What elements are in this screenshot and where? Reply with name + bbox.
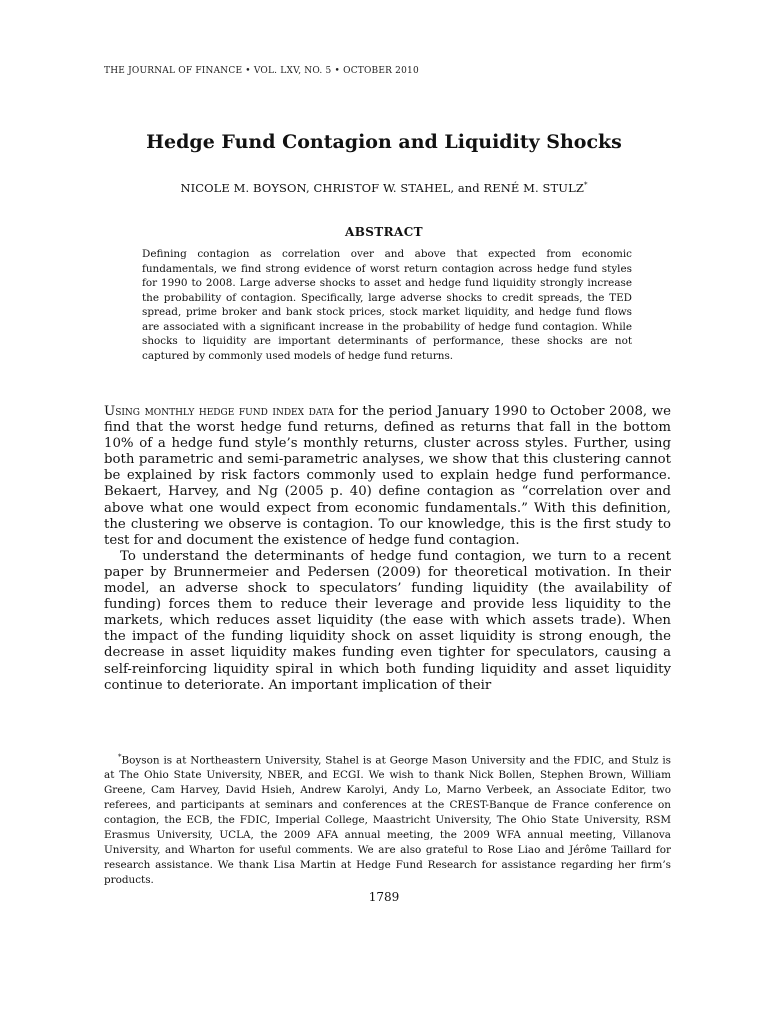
article-title: Hedge Fund Contagion and Liquidity Shocks <box>146 131 622 153</box>
footnote-text: Boyson is at Northeastern University, Stahel is at George Mason University and the FDIC, and Stulz is at The Ohio State University, NBER, and ECGI. We wish to thank Nick Bollen, Stephen Brown, William Greene, Cam Harvey, David Hsieh, Andrew Karolyi, Andy Lo, Marno Verbeek, an Associate Editor, two referees, and participants at seminars and conferences at the CREST-Banque de France conference on contagion, the ECB, the FDIC, Imperial College, Maastricht University, The Ohio State University, RSM Erasmus University, UCLA, the 2009 AFA annual meeting, the 2009 WFA annual meeting, Villanova University, and Wharton for useful comments. We are also grateful to Rose Liao and Jérôme Taillard for research assistance. We thank Lisa Martin at Hedge Fund Research for assistance regarding her firm’s products. <box>104 754 671 886</box>
abstract-heading: ABSTRACT <box>344 225 423 239</box>
paragraph-lead-in: Using monthly hedge fund index data <box>104 404 334 419</box>
paragraph-1-text: for the period January 1990 to October 2008, we find that the worst hedge fund returns, defined as returns that fall in the bottom 10% of a hedge fund style’s monthly returns, cluster across styles. Further, using both parametric and semi-parametric analyses, we show that this clustering cannot be explained by risk factors commonly used to explain hedge fund performance. Bekaert, Harvey, and Ng (2005 p. 40) define contagion as “correlation over and above what one would expect from economic fundamentals.” With this definition, the clustering we observe is contagion. To our knowledge, this is the first study to test for and document the existence of hedge fund contagion. <box>104 404 671 548</box>
author-footnote-marker: * <box>583 181 588 190</box>
body-text <box>104 404 671 694</box>
author-names: NICOLE M. BOYSON, CHRISTOF W. STAHEL, and RENÉ M. STULZ <box>180 181 584 195</box>
footnote-marker: * <box>118 753 122 761</box>
running-head: THE JOURNAL OF FINANCE • VOL. LXV, NO. 5 • OCTOBER 2010 <box>104 66 419 76</box>
body-paragraph-1 <box>104 404 671 549</box>
author-line <box>0 181 768 195</box>
author-footnote <box>104 750 671 888</box>
abstract-text: Defining contagion as correlation over and above that expected from economic fundamentals, we find strong evidence of worst return contagion across hedge fund styles for 1990 to 2008. Large adverse shocks to asset and hedge fund liquidity strongly increase the probability of contagion. Specifically, large adverse shocks to credit spreads, the TED spread, prime broker and bank stock prices, stock market liquidity, and hedge fund flows are associated with a significant increase in the probability of hedge fund contagion. While shocks to liquidity are important determinants of performance, these shocks are not captured by commonly used models of hedge fund returns. <box>142 248 632 362</box>
body-paragraph-2: To understand the determinants of hedge fund contagion, we turn to a recent paper by Brunnermeier and Pedersen (2009) for theoretical motivation. In their model, an adverse shock to speculators’ funding liquidity (the availability of funding) forces them to reduce their leverage and provide less liquidity to the markets, which reduces asset liquidity (the ease with which assets trade). When the impact of the funding liquidity shock on asset liquidity is strong enough, the decrease in asset liquidity makes funding even tighter for speculators, causing a self-reinforcing liquidity spiral in which both funding liquidity and asset liquidity continue to deteriorate. An important implication of their <box>104 548 671 693</box>
page-number: 1789 <box>368 890 400 904</box>
